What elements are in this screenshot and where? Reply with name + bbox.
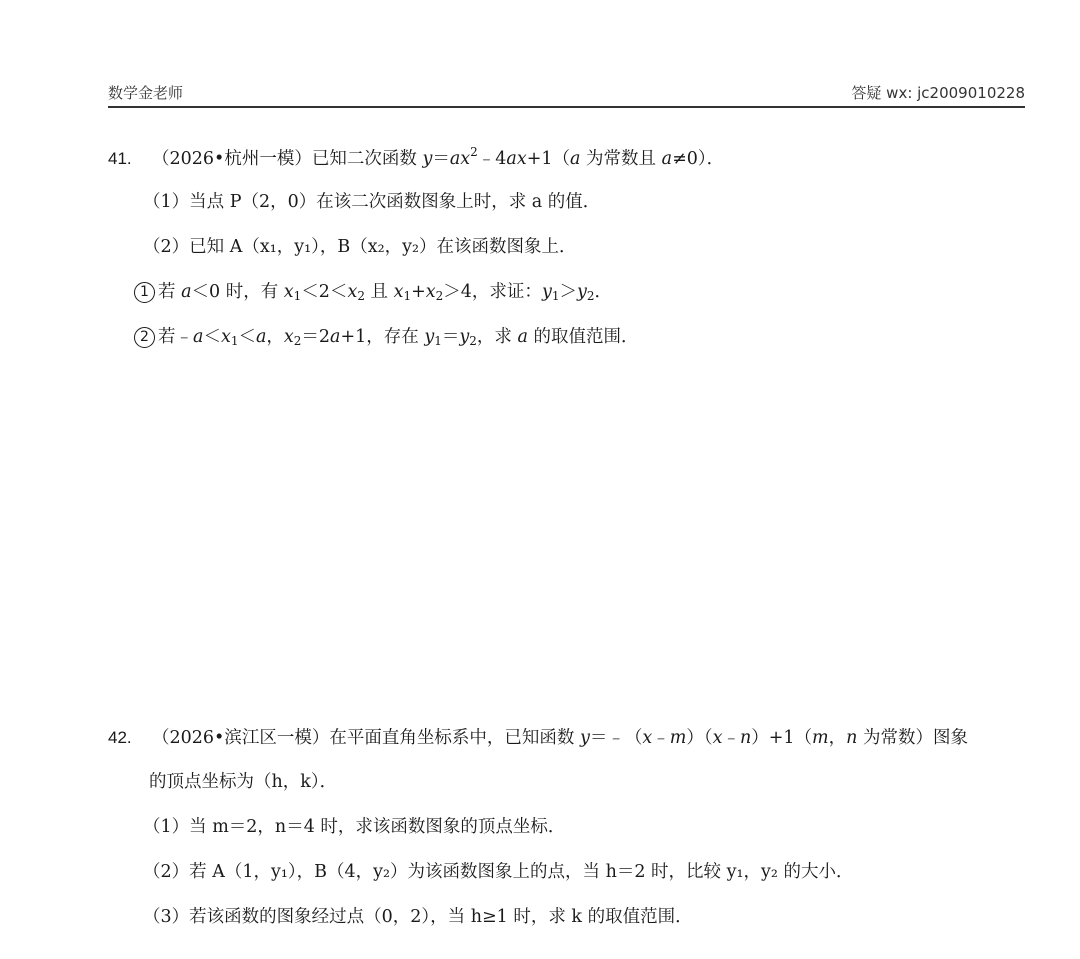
question-41-formula: $y=ax^2﹣4ax+1(a$ 为常数且 a≠0）． xyxy=(422,145,725,169)
page-header xyxy=(108,80,1025,108)
circled-number-2: 2 xyxy=(134,327,155,348)
question-41-source: （2026•杭州一模） xyxy=(152,149,312,169)
question-41-stem-prefix: 已知二次函数 xyxy=(311,149,417,169)
question-42-stem-line-2: 的顶点坐标为（h，k）． xyxy=(149,772,338,792)
question-41-sub-1: 1 若 a＜0 时，有 $x_1<2<x_2$ 且 $x_1+x_2>4$，求证：$y_1>y_2$． xyxy=(134,280,612,304)
question-42-formula: y＝﹣（x﹣m）（x﹣n）+1（m，n 为常数）图象 xyxy=(579,728,968,748)
question-41-sub-2: 2 若$﹣a<x_1<a$，$x_2=2a+1$，存在 $y_1=y_2$，求 a 的取值范围． xyxy=(134,325,639,349)
question-42-source: （2026•滨江区一模） xyxy=(152,728,330,748)
question-41-stem xyxy=(152,147,724,171)
header-author: 数学金老师 xyxy=(108,84,184,102)
question-41-number: 41. xyxy=(108,149,132,168)
question-42-stem-prefix: 在平面直角坐标系中，已知函数 xyxy=(329,728,575,748)
question-42-part-2: （2）若 A（1，y₁），B（4，y₂）为该函数图象上的点，当 h＝2 时，比较 y₁，y₂ 的大小． xyxy=(143,862,854,882)
question-42-part-3: （3）若该函数的图象经过点（0，2），当 h≥1 时，求 k 的取值范围． xyxy=(143,907,693,927)
circled-number-1: 1 xyxy=(134,282,155,303)
question-41-part-1: （1）当点 P（2，0）在该二次函数图象上时，求 a 的值． xyxy=(143,192,601,212)
header-contact: 答疑 wx: jc2009010228 xyxy=(851,84,1025,102)
question-41-part-2: （2）已知 A（x₁，y₁），B（x₂，y₂）在该函数图象上． xyxy=(143,237,577,257)
question-42-stem xyxy=(152,726,968,750)
question-42-number: 42. xyxy=(108,728,132,747)
question-42-part-1: （1）当 m＝2，n＝4 时，求该函数图象的顶点坐标． xyxy=(143,817,566,837)
